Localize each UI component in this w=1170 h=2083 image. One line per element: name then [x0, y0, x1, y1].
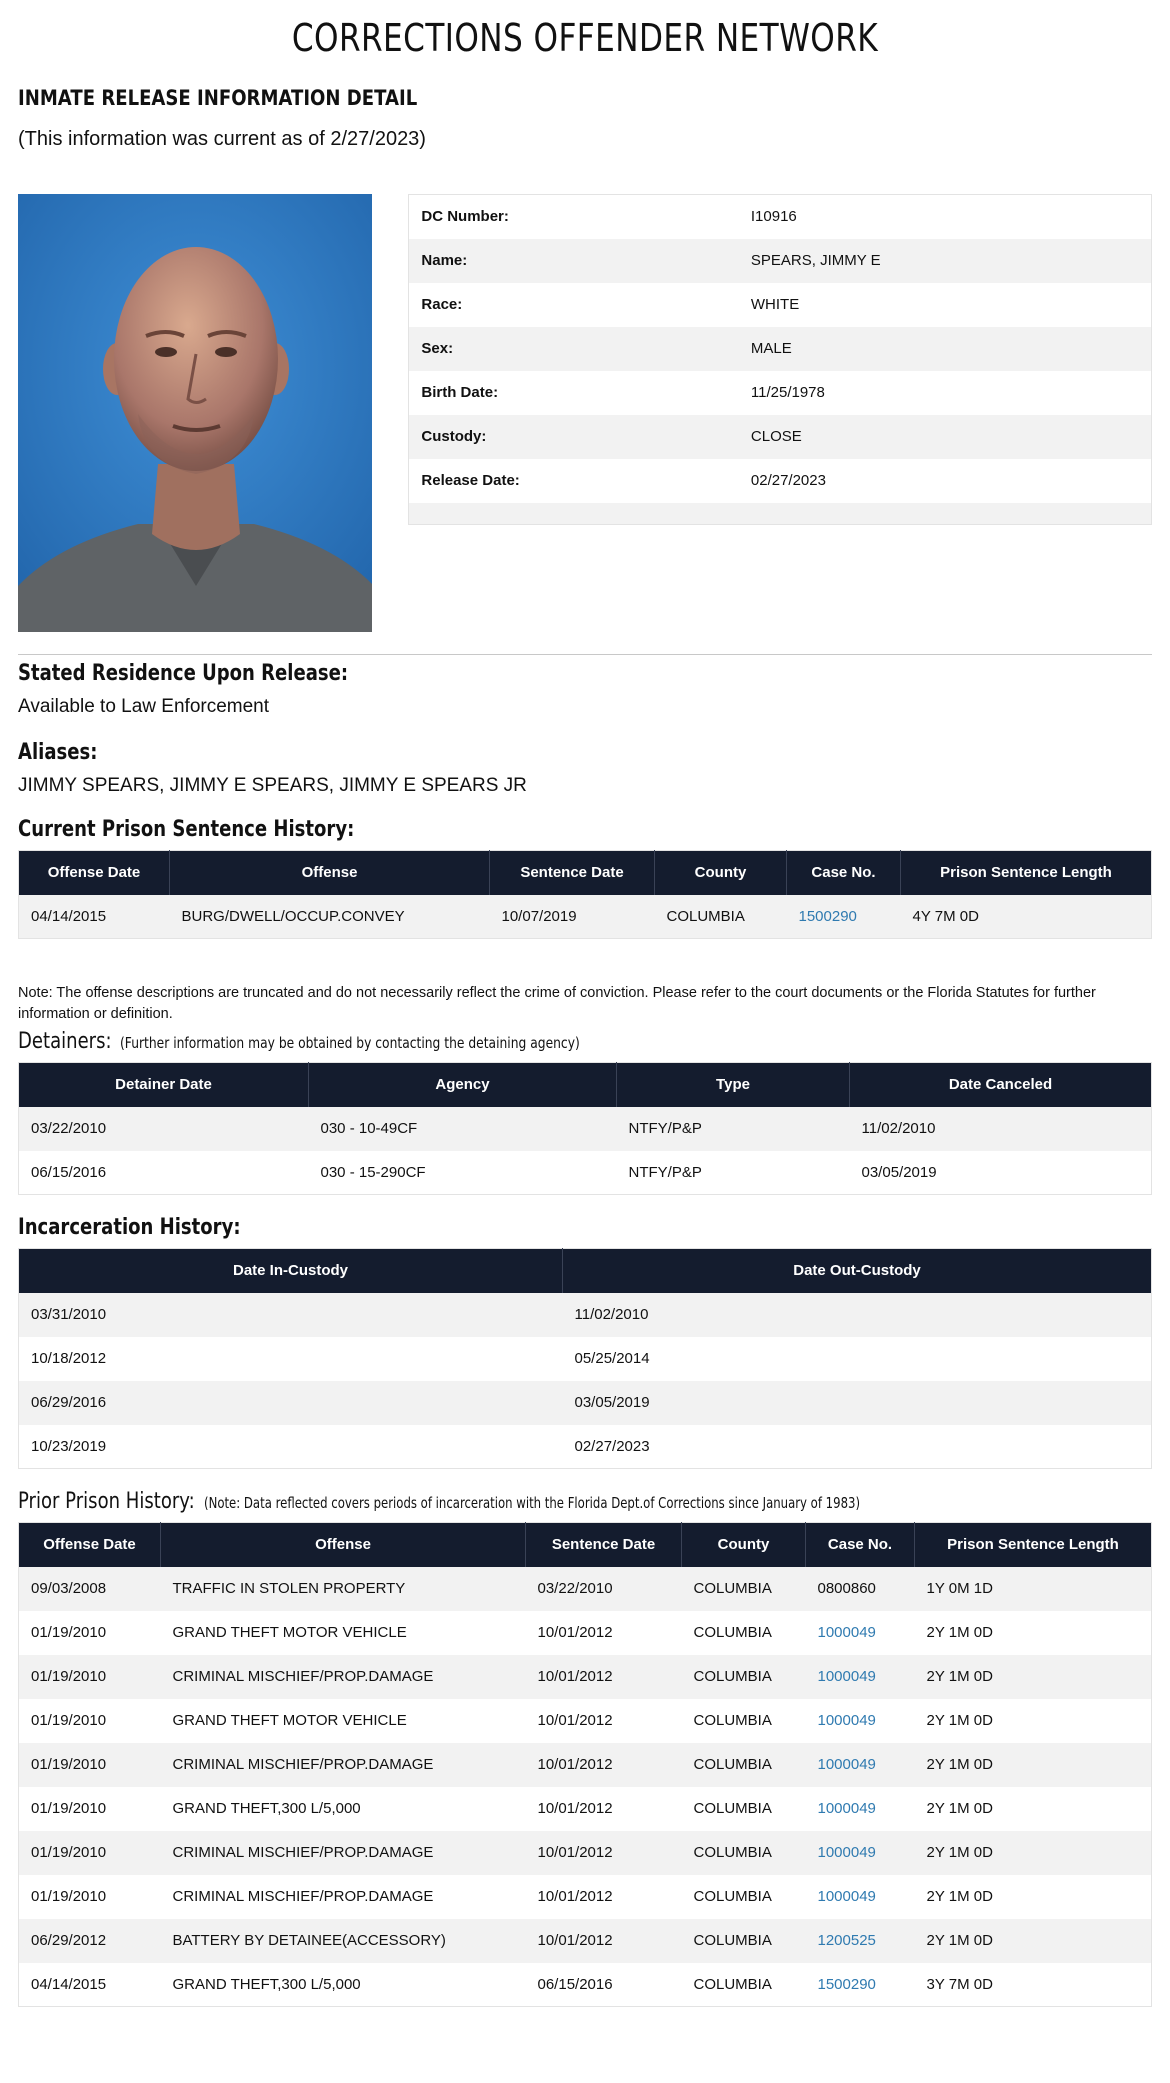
- county: COLUMBIA: [682, 1963, 806, 2007]
- sentence-length: 2Y 1M 0D: [915, 1787, 1152, 1831]
- case-number-cell: [806, 1919, 915, 1963]
- table-row: [19, 1151, 1152, 1195]
- date-out-custody: 02/27/2023: [563, 1425, 1152, 1469]
- blank-cell: [409, 503, 739, 525]
- current-sentence-table: [18, 850, 1152, 939]
- offense-date: 01/19/2010: [19, 1611, 161, 1655]
- blank-cell: [739, 503, 1152, 525]
- case-number: 0800860: [817, 1580, 876, 1597]
- table-row: [19, 1655, 1152, 1699]
- offense-date: 04/14/2015: [19, 895, 170, 939]
- detail-value: CLOSE: [739, 415, 1152, 459]
- offense: CRIMINAL MISCHIEF/PROP.DAMAGE: [161, 1743, 526, 1787]
- detail-row: [409, 327, 1152, 371]
- table-row: [19, 1611, 1152, 1655]
- case-number-link[interactable]: 1200525: [817, 1932, 876, 1949]
- aliases-heading: Aliases:: [18, 740, 98, 765]
- offense: CRIMINAL MISCHIEF/PROP.DAMAGE: [161, 1655, 526, 1699]
- county: COLUMBIA: [682, 1655, 806, 1699]
- county: COLUMBIA: [682, 1875, 806, 1919]
- inmate-photo-image: [18, 194, 372, 632]
- detainers-subheading: (Further information may be obtained by contacting the detaining agency): [120, 1034, 580, 1052]
- case-number-link[interactable]: 1000049: [817, 1624, 876, 1641]
- offense: GRAND THEFT MOTOR VEHICLE: [161, 1699, 526, 1743]
- offense-date: 09/03/2008: [19, 1567, 161, 1611]
- offense-date: 01/19/2010: [19, 1743, 161, 1787]
- inmate-details-table: [408, 194, 1152, 525]
- sentence-date: 10/07/2019: [490, 895, 655, 939]
- case-number-link[interactable]: 1000049: [817, 1800, 876, 1817]
- residence-value: Available to Law Enforcement: [18, 696, 270, 717]
- detail-value: MALE: [739, 327, 1152, 371]
- sentence-length: 2Y 1M 0D: [915, 1655, 1152, 1699]
- column-header: Case No.: [787, 851, 901, 895]
- offense-date: 04/14/2015: [19, 1963, 161, 2007]
- prior-subheading: (Note: Data reflected covers periods of incarceration with the Florida Dept.of Corrections since January of 1983): [203, 1494, 860, 1512]
- detainers-table: [18, 1062, 1152, 1195]
- prior-section: [18, 1489, 1152, 2007]
- sentence-date: 10/01/2012: [526, 1787, 682, 1831]
- detail-value: WHITE: [750, 296, 800, 313]
- detail-row: [409, 459, 1152, 503]
- table-row: [19, 1875, 1152, 1919]
- current-sentence-section: [18, 817, 1152, 939]
- date-in-custody: 10/18/2012: [19, 1337, 563, 1381]
- case-number-cell: [787, 895, 901, 939]
- sentence-length: 4Y 7M 0D: [901, 895, 1152, 939]
- county: COLUMBIA: [655, 895, 787, 939]
- sentence-length: 1Y 0M 1D: [915, 1567, 1152, 1611]
- sentence-length: 2Y 1M 0D: [915, 1875, 1152, 1919]
- detail-value: 02/27/2023: [750, 472, 826, 489]
- case-number-link[interactable]: 1000049: [817, 1888, 876, 1905]
- sentence-date: 06/15/2016: [526, 1963, 682, 2007]
- county: COLUMBIA: [682, 1567, 806, 1611]
- column-header: Type: [617, 1063, 850, 1107]
- detail-value: 11/25/1978: [750, 384, 825, 401]
- column-header: Offense: [170, 851, 490, 895]
- case-number-cell: [806, 1831, 915, 1875]
- detail-label: Birth Date:: [421, 384, 499, 401]
- detainers-section: [18, 1029, 1152, 1195]
- table-row: [19, 1425, 1152, 1469]
- county: COLUMBIA: [682, 1919, 806, 1963]
- prior-heading: Prior Prison History:: [18, 1489, 195, 1514]
- case-number-link[interactable]: 1000049: [817, 1668, 876, 1685]
- case-number-cell: [806, 1787, 915, 1831]
- case-number-link[interactable]: 1000049: [817, 1712, 876, 1729]
- date-out-custody: 11/02/2010: [563, 1293, 1152, 1337]
- aliases-section: [18, 740, 1152, 797]
- column-header: Offense Date: [19, 851, 170, 895]
- county: COLUMBIA: [682, 1699, 806, 1743]
- county: COLUMBIA: [682, 1743, 806, 1787]
- detail-label: Race:: [421, 296, 463, 313]
- detail-label: DC Number:: [421, 208, 509, 226]
- sentence-length: 2Y 1M 0D: [915, 1831, 1152, 1875]
- column-header: Agency: [309, 1063, 617, 1107]
- offense-date: 01/19/2010: [19, 1787, 161, 1831]
- incarceration-table: [18, 1248, 1152, 1469]
- sentence-length: 2Y 1M 0D: [915, 1611, 1152, 1655]
- date-canceled: 03/05/2019: [850, 1151, 1152, 1195]
- column-header: County: [655, 851, 787, 895]
- offense-date: 01/19/2010: [19, 1875, 161, 1919]
- case-number-cell: [806, 1743, 915, 1787]
- offense-date: 01/19/2010: [19, 1655, 161, 1699]
- column-header: County: [682, 1523, 806, 1567]
- case-number-cell: [806, 1567, 915, 1611]
- detail-row: [409, 239, 1152, 283]
- table-row: [19, 1381, 1152, 1425]
- county: COLUMBIA: [682, 1787, 806, 1831]
- table-row: [19, 1831, 1152, 1875]
- table-row: [19, 1293, 1152, 1337]
- detail-row: [409, 415, 1152, 459]
- table-row: [19, 1787, 1152, 1831]
- column-header: Detainer Date: [19, 1063, 309, 1107]
- column-header: Date In-Custody: [19, 1249, 563, 1293]
- case-number-cell: [806, 1699, 915, 1743]
- sentence-length: 2Y 1M 0D: [915, 1743, 1152, 1787]
- offense: TRAFFIC IN STOLEN PROPERTY: [161, 1567, 526, 1611]
- detainer-type: NTFY/P&P: [617, 1151, 850, 1195]
- current-sentence-heading: Current Prison Sentence History:: [18, 817, 355, 842]
- table-row: [19, 1567, 1152, 1611]
- county: COLUMBIA: [682, 1831, 806, 1875]
- table-row: [19, 1337, 1152, 1381]
- inmate-photo: [18, 194, 372, 632]
- date-canceled: 11/02/2010: [850, 1107, 1152, 1151]
- column-header: Offense Date: [19, 1523, 161, 1567]
- date-in-custody: 10/23/2019: [19, 1425, 563, 1469]
- county: COLUMBIA: [682, 1611, 806, 1655]
- offense-note: Note: The offense descriptions are truncated and do not necessarily reflect the crime of conviction. Please refer to the court documents or the Florida Statutes for further information or definition.: [18, 985, 1096, 1022]
- table-row: [19, 1963, 1152, 2007]
- case-number-link[interactable]: 1000049: [817, 1756, 876, 1773]
- detail-row: [409, 195, 1152, 239]
- sentence-date: 10/01/2012: [526, 1655, 682, 1699]
- table-row: [19, 1699, 1152, 1743]
- page-heading: INMATE RELEASE INFORMATION DETAIL: [18, 86, 418, 110]
- offense: GRAND THEFT,300 L/5,000: [161, 1963, 526, 2007]
- as-of-text: (This information was current as of 2/27/2023): [18, 128, 426, 150]
- site-title: CORRECTIONS OFFENDER NETWORK: [291, 16, 879, 60]
- table-row: [19, 1743, 1152, 1787]
- column-header: Date Out-Custody: [563, 1249, 1152, 1293]
- detainer-date: 06/15/2016: [19, 1151, 309, 1195]
- sentence-length: 2Y 1M 0D: [915, 1919, 1152, 1963]
- sentence-date: 10/01/2012: [526, 1919, 682, 1963]
- offense-date: 01/19/2010: [19, 1831, 161, 1875]
- residence-heading: Stated Residence Upon Release:: [18, 661, 349, 686]
- case-number-link[interactable]: 1500290: [798, 907, 857, 925]
- column-header: Prison Sentence Length: [915, 1523, 1152, 1567]
- case-number-cell: [806, 1875, 915, 1919]
- incarceration-heading: Incarceration History:: [18, 1215, 241, 1240]
- date-out-custody: 03/05/2019: [563, 1381, 1152, 1425]
- sentence-length: 3Y 7M 0D: [915, 1963, 1152, 2007]
- sentence-date: 10/01/2012: [526, 1831, 682, 1875]
- residence-section: [18, 661, 1152, 718]
- case-number-link[interactable]: 1000049: [817, 1844, 876, 1861]
- detail-label: Custody:: [409, 415, 739, 459]
- sentence-date: 10/01/2012: [526, 1611, 682, 1655]
- date-in-custody: 06/29/2016: [19, 1381, 563, 1425]
- case-number-cell: [806, 1611, 915, 1655]
- sentence-date: 10/01/2012: [526, 1875, 682, 1919]
- detail-label: Name:: [409, 239, 739, 283]
- column-header: Sentence Date: [490, 851, 655, 895]
- table-row: [19, 1919, 1152, 1963]
- offense: CRIMINAL MISCHIEF/PROP.DAMAGE: [161, 1831, 526, 1875]
- column-header: Prison Sentence Length: [901, 851, 1152, 895]
- detainer-date: 03/22/2010: [19, 1107, 309, 1151]
- sentence-date: 10/01/2012: [526, 1743, 682, 1787]
- detail-value: I10916: [750, 208, 797, 226]
- offense-date: 01/19/2010: [19, 1699, 161, 1743]
- divider: [18, 654, 1152, 655]
- detainer-type: NTFY/P&P: [617, 1107, 850, 1151]
- table-row: [19, 1107, 1152, 1151]
- case-number-link[interactable]: 1500290: [817, 1975, 876, 1993]
- column-header: Sentence Date: [526, 1523, 682, 1567]
- offense: BURG/DWELL/OCCUP.CONVEY: [170, 895, 490, 939]
- detainers-heading: Detainers:: [18, 1029, 112, 1054]
- column-header: Offense: [161, 1523, 526, 1567]
- column-header: Date Canceled: [850, 1063, 1152, 1107]
- detail-label: Sex:: [409, 327, 739, 371]
- offense: GRAND THEFT MOTOR VEHICLE: [161, 1611, 526, 1655]
- detail-row: [409, 371, 1152, 415]
- detail-row-blank: [409, 503, 1152, 525]
- offense: GRAND THEFT,300 L/5,000: [161, 1787, 526, 1831]
- aliases-value: JIMMY SPEARS, JIMMY E SPEARS, JIMMY E SPEARS JR: [18, 775, 527, 796]
- case-number-cell: [806, 1655, 915, 1699]
- date-out-custody: 05/25/2014: [563, 1337, 1152, 1381]
- agency: 030 - 10-49CF: [309, 1107, 617, 1151]
- detail-value: SPEARS, JIMMY E: [739, 239, 1152, 283]
- table-row: [19, 895, 1152, 939]
- date-in-custody: 03/31/2010: [19, 1293, 563, 1337]
- case-number-cell: [806, 1963, 915, 2007]
- offense-date: 06/29/2012: [19, 1919, 161, 1963]
- detail-row: [409, 283, 1152, 327]
- inmate-summary: [18, 194, 1152, 634]
- incarceration-section: [18, 1215, 1152, 1469]
- sentence-date: 03/22/2010: [526, 1567, 682, 1611]
- prior-table: [18, 1522, 1152, 2007]
- sentence-length: 2Y 1M 0D: [915, 1699, 1152, 1743]
- offense: BATTERY BY DETAINEE(ACCESSORY): [161, 1919, 526, 1963]
- agency: 030 - 15-290CF: [309, 1151, 617, 1195]
- detail-label: Release Date:: [421, 472, 520, 489]
- sentence-date: 10/01/2012: [526, 1699, 682, 1743]
- offense: CRIMINAL MISCHIEF/PROP.DAMAGE: [161, 1875, 526, 1919]
- column-header: Case No.: [806, 1523, 915, 1567]
